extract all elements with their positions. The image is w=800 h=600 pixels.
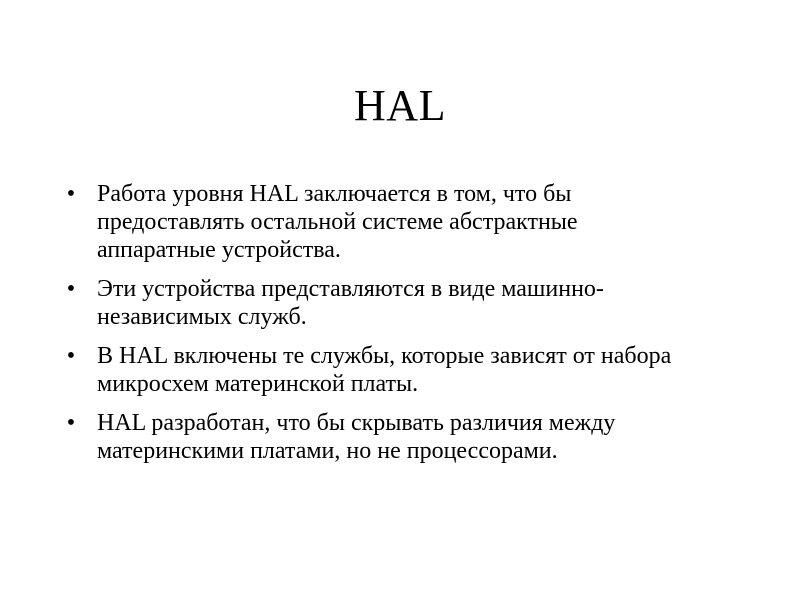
bullet-text: Работа уровня HAL заключается в том, что бы предоставлять остальной системе абстрактные аппаратные устройства. (97, 181, 578, 263)
bullet-dot-icon: • (66, 343, 76, 369)
bullet-text: Эти устройства представляются в виде машинно-независимых служб. (97, 276, 604, 330)
bullet-list (60, 180, 700, 476)
bullet-item (60, 275, 700, 331)
slide-title: HAL (354, 81, 446, 130)
bullet-item (60, 409, 700, 465)
bullet-item (60, 342, 700, 398)
bullet-item (60, 180, 700, 264)
bullet-text: HAL разработан, что бы скрывать различия между материнскими платами, но не процессорами. (97, 410, 616, 464)
bullet-dot-icon: • (66, 181, 76, 207)
bullet-dot-icon: • (66, 276, 76, 302)
bullet-dot-icon: • (66, 410, 76, 436)
bullet-text: В HAL включены те службы, которые зависят от набора микросхем материнской платы. (97, 343, 672, 397)
